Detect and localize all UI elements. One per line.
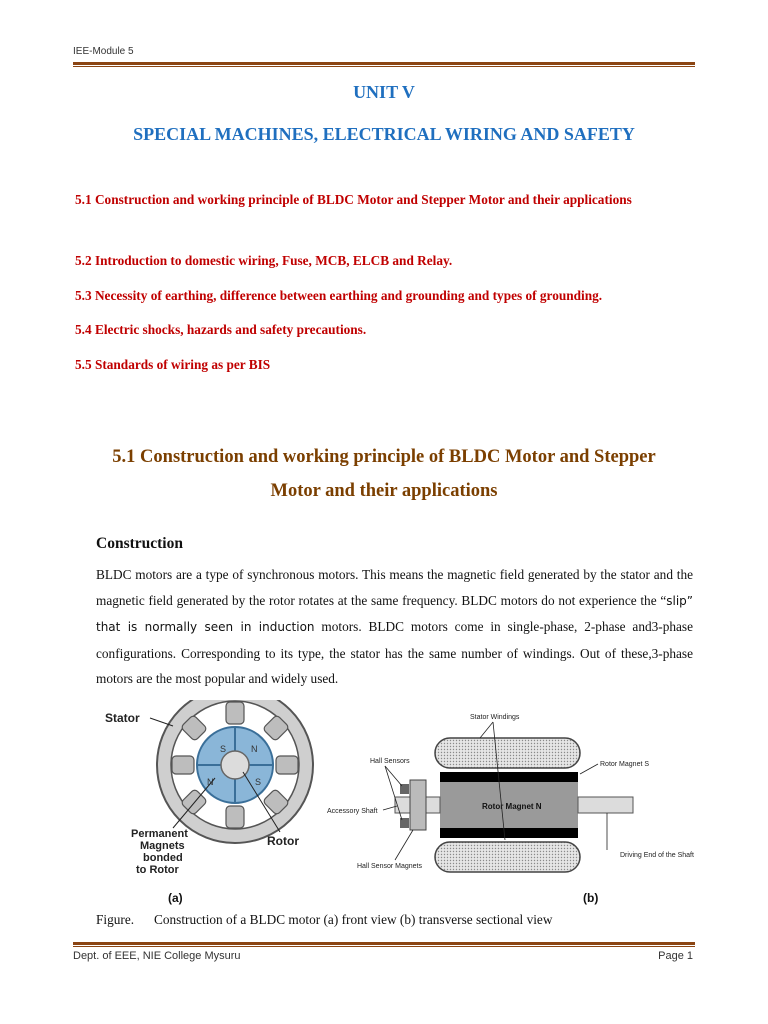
construction-paragraph xyxy=(96,562,693,692)
magnet-label-s1: S xyxy=(220,744,227,754)
running-header: IEE-Module 5 xyxy=(73,46,134,57)
footer-department: Dept. of EEE, NIE College Mysuru xyxy=(73,950,241,962)
label-hall-sensor-magnets: Hall Sensor Magnets xyxy=(357,863,422,870)
toc-item-5-1: 5.1 Construction and working principle of BLDC Motor and Stepper Motor and their applications xyxy=(75,192,632,207)
magnet-label-n2: N xyxy=(207,777,214,787)
label-permanent: Permanent xyxy=(131,828,188,840)
header-rule-thin xyxy=(73,66,695,67)
magnet-label-n1: N xyxy=(251,744,258,754)
footer-rule xyxy=(73,942,695,945)
footer-page-number: Page 1 xyxy=(658,950,693,962)
bldc-figure xyxy=(95,700,695,915)
unit-subtitle: SPECIAL MACHINES, ELECTRICAL WIRING AND SAFETY xyxy=(133,124,635,144)
header-rule xyxy=(73,62,695,65)
toc-item-5-3: 5.3 Necessity of earthing, difference between earthing and grounding and types of grounding. xyxy=(75,288,603,303)
footer-rule-thin xyxy=(73,946,695,947)
label-stator-windings: Stator Windings xyxy=(470,714,520,721)
label-rotor: Rotor xyxy=(267,834,299,848)
paragraph-text-1: BLDC motors are a type of synchronous motors. This means the magnetic field generated by the stator and the magnetic field generated by the rotor rotates at the same frequency. BLDC motors do not experience the “ xyxy=(96,567,693,608)
paragraph-text-hand: slip” that is normally seen in induction xyxy=(96,593,693,634)
toc-item-5-4: 5.4 Electric shocks, hazards and safety precautions. xyxy=(75,322,367,337)
section-title xyxy=(75,440,693,508)
toc-item-5-2: 5.2 Introduction to domestic wiring, Fuse, MCB, ELCB and Relay. xyxy=(75,253,453,268)
label-to-rotor: to Rotor xyxy=(136,864,179,876)
section-title-line2: Motor and their applications xyxy=(270,481,498,501)
label-hall-sensors: Hall Sensors xyxy=(370,758,410,765)
label-rotor-magnet-n: Rotor Magnet N xyxy=(482,802,542,811)
subheading-construction: Construction xyxy=(96,535,183,552)
magnet-label-s2: S xyxy=(255,777,262,787)
transverse-section-diagram xyxy=(327,714,694,872)
label-stator: Stator xyxy=(105,711,140,725)
paragraph-text-2: motors. BLDC motors come in single-phase, 2-phase and3-phase configurations. Corresponding to its type, the stator has the same number of windings. Out of these,3-phase motors are the most popular and widely used. xyxy=(96,619,693,686)
label-bonded: bonded xyxy=(143,852,183,864)
label-magnets: Magnets xyxy=(140,840,185,852)
front-view-diagram xyxy=(105,700,313,876)
label-driving-end: Driving End of the Shaft xyxy=(620,852,694,859)
unit-title: UNIT V xyxy=(353,82,415,102)
figure-label-b: (b) xyxy=(583,891,599,905)
figure-label-a: (a) xyxy=(168,891,183,905)
toc-item-5-5: 5.5 Standards of wiring as per BIS xyxy=(75,357,271,372)
label-rotor-magnet-s: Rotor Magnet S xyxy=(600,761,650,768)
label-accessory-shaft: Accessory Shaft xyxy=(327,808,378,815)
section-title-line1: 5.1 Construction and working principle of BLDC Motor and Stepper xyxy=(112,447,656,467)
figure-caption: Figure. Construction of a BLDC motor (a) front view (b) transverse sectional view xyxy=(96,912,553,927)
